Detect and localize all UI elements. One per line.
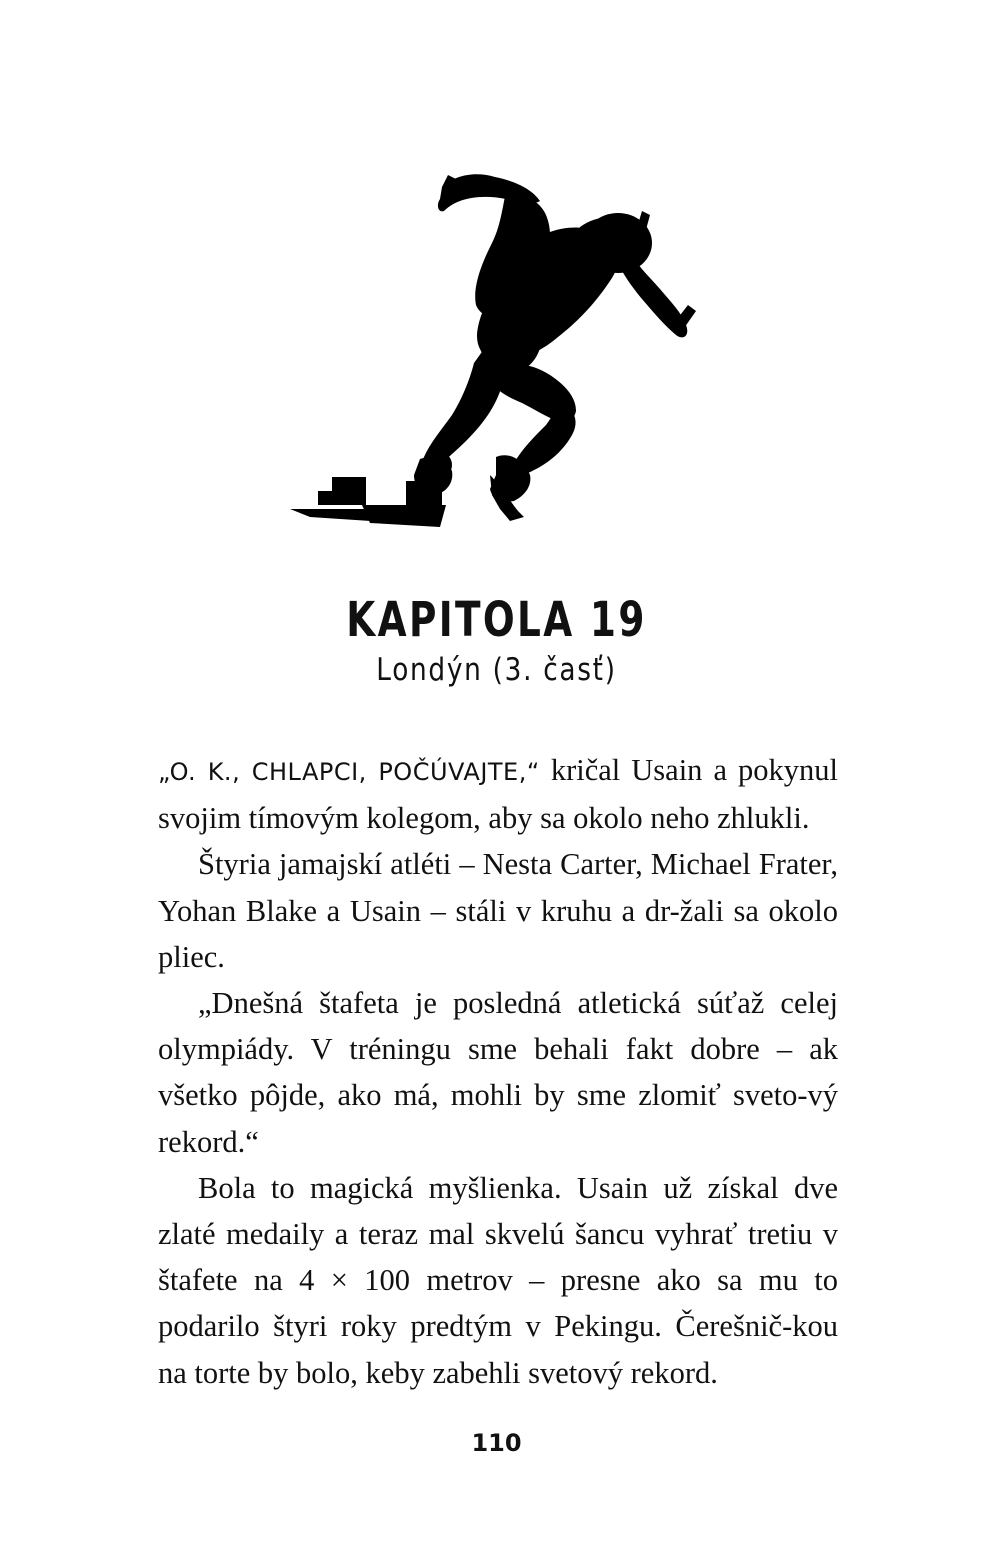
page-number: 110 xyxy=(471,1429,522,1457)
paragraph: Štyria jamajskí atléti – Nesta Carter, Michael Frater, Yohan Blake a Usain – stáli v kruhu a dr-žali sa okolo pliec. xyxy=(158,847,838,974)
paragraph-text: kričal Usain a pokynul svojim tímovým kolegom, aby sa okolo neho zhlukli. xyxy=(158,753,838,836)
chapter-header xyxy=(0,590,993,690)
paragraph xyxy=(158,747,838,841)
paragraph-lead-caps: „O. K., CHLAPCI, POČÚVAJTE,“ xyxy=(158,758,540,786)
body-text xyxy=(158,747,838,1396)
chapter-title: KAPITOLA 19 xyxy=(346,592,647,648)
paragraph: Bola to magická myšlienka. Usain už získal dve zlaté medaily a teraz mal skvelú šancu vyhrať tretiu v štafete na 4 × 100 metrov – presne ako sa mu to podarilo štyri roky predtým v Pekingu. Čerešnič-kou na torte by bolo, keby zabehli svetový rekord. xyxy=(158,1170,838,1390)
paragraph: „Dnešná štafeta je posledná atletická súťaž celej olympiády. V tréningu sme behali fakt dobre – ak všetko pôjde, ako má, mohli by sme zlomiť sveto-vý rekord.“ xyxy=(158,986,838,1159)
sprinter-silhouette-icon xyxy=(270,155,710,545)
chapter-subtitle: Londýn (3. časť) xyxy=(376,652,617,688)
